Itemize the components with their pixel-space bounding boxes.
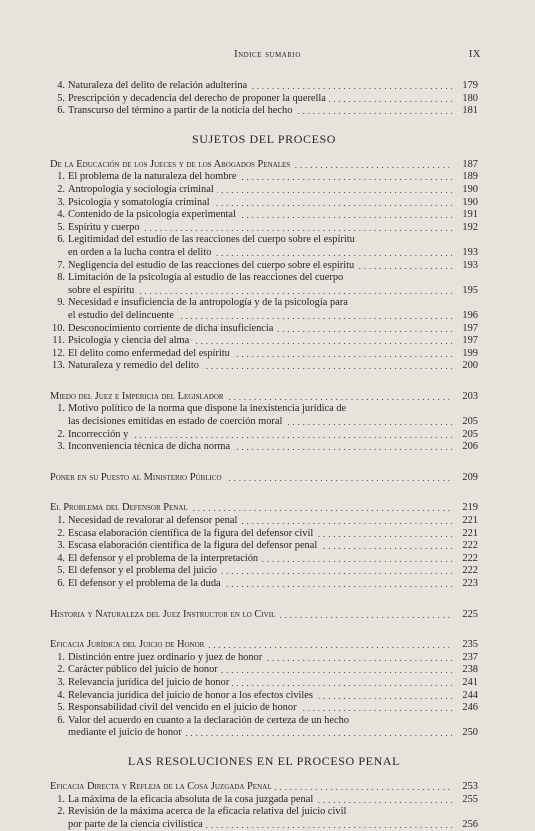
entry-text-wrap [68, 664, 452, 677]
entry-number: 1. [57, 515, 65, 527]
entry-page: 238 [462, 664, 478, 676]
toc-entry [50, 553, 478, 566]
entry-text-wrap [50, 391, 452, 404]
entry-title: Naturaleza del delito de relación adulterina [68, 80, 250, 91]
toc-entry [50, 335, 478, 348]
entry-title: Necesidad de revalorar al defensor penal [68, 515, 240, 526]
spacer [50, 621, 478, 633]
entry-text-wrap [68, 429, 452, 442]
toc-entry [50, 565, 478, 578]
entry-text-wrap [68, 105, 452, 118]
entry-title: Relevancia jurídica del juicio de honor [68, 677, 232, 688]
toc-entry [50, 515, 478, 528]
entry-text-wrap [68, 553, 452, 566]
entry-page: 221 [462, 527, 478, 539]
entry-title: Carácter público del juicio de honor [68, 664, 221, 675]
entry-title: las decisiones emitidas en estado de coerción moral [68, 416, 285, 427]
entry-number: 2. [57, 527, 65, 539]
entry-page: 189 [462, 171, 478, 183]
entry-text-wrap [68, 209, 452, 222]
entry-page: 255 [462, 793, 478, 805]
entry-text-wrap [68, 578, 452, 591]
entry-continuation [50, 285, 478, 298]
entry-page: 192 [462, 221, 478, 233]
entry-text-wrap [68, 93, 452, 106]
entry-text-wrap [68, 348, 452, 361]
entry-title: Escasa elaboración científica de la figura del defensor civil [68, 528, 316, 539]
entry-page: 179 [462, 80, 478, 91]
entry-title: Inconveniencia técnica de dicha norma [68, 441, 233, 452]
entry-number: 10. [52, 322, 65, 334]
toc-entry [50, 540, 478, 553]
entry-text-wrap [68, 416, 452, 429]
entry-title: Antropología y sociología criminal [68, 184, 217, 195]
entry-page: 222 [462, 552, 478, 564]
entry-number: 6. [57, 105, 65, 117]
entry-number: 9. [57, 297, 65, 309]
entry-number: 3. [57, 196, 65, 208]
entry-page: 244 [462, 689, 478, 701]
entry-text-wrap [68, 677, 452, 690]
toc-entry [50, 272, 478, 285]
entry-page: 205 [462, 416, 478, 428]
entry-text-wrap [68, 285, 452, 298]
entry-title: El defensor y el problema del juicio [68, 565, 220, 576]
entry-title: Legitimidad del estudio de las reacciones del cuerpo sobre el espíritu [68, 234, 358, 245]
toc-entry [50, 702, 478, 715]
toc-entry [50, 690, 478, 703]
entry-continuation [50, 727, 478, 740]
entry-title: El Problema del Defensor Penal [50, 502, 191, 513]
entry-text-wrap [68, 360, 452, 373]
section-heading [50, 472, 478, 485]
entry-number: 1. [57, 403, 65, 415]
entry-number: 8. [57, 272, 65, 284]
entry-title: Limitación de la psicología al estudio de las reacciones del cuerpo [68, 272, 346, 283]
entry-text-wrap [68, 272, 452, 285]
entry-title: el estudio del delincuente [68, 310, 177, 321]
running-header [0, 49, 535, 63]
entry-number: 3. [57, 676, 65, 688]
toc-entry [50, 297, 478, 310]
entry-page: 253 [462, 780, 478, 792]
entry-page: 203 [462, 390, 478, 402]
entry-text-wrap [68, 540, 452, 553]
entry-number: 2. [57, 183, 65, 195]
toc-entry [50, 429, 478, 442]
entry-text-wrap [50, 609, 452, 622]
entry-number: 1. [57, 651, 65, 663]
entry-page: 180 [462, 92, 478, 104]
entry-title: Distinción entre juez ordinario y juez de honor [68, 652, 265, 663]
entry-text-wrap [68, 727, 452, 740]
entry-number: 5. [57, 92, 65, 104]
entry-page: 199 [462, 347, 478, 359]
entry-title: Eficacia Jurídica del Juicio de Honor [50, 639, 207, 650]
toc-entry [50, 441, 478, 454]
entry-title: por parte de la ciencia civilística [68, 819, 206, 830]
entry-text-wrap [68, 222, 452, 235]
toc-entry [50, 806, 478, 819]
entry-number: 6. [57, 234, 65, 246]
entry-title: en orden a la lucha contra el delito [68, 247, 214, 258]
entry-page: 256 [462, 818, 478, 830]
entry-title: mediante el juicio de honor [68, 727, 185, 738]
entry-text-wrap [68, 715, 452, 728]
toc-entry [50, 677, 478, 690]
entry-page: 219 [462, 502, 478, 514]
entry-number: 13. [52, 360, 65, 372]
entry-text-wrap [68, 184, 452, 197]
entry-text-wrap [68, 297, 452, 310]
table-of-contents [50, 80, 478, 831]
entry-title: La máxima de la eficacia absoluta de la cosa juzgada penal [68, 794, 316, 805]
entry-title: Naturaleza y remedio del delito [68, 360, 202, 371]
entry-page: 241 [462, 676, 478, 688]
entry-title: sobre el espíritu [68, 285, 137, 296]
toc-entry [50, 664, 478, 677]
entry-page: 197 [462, 322, 478, 334]
entry-page: 190 [462, 196, 478, 208]
entry-page: 235 [462, 639, 478, 651]
entry-continuation [50, 310, 478, 323]
toc-entry [50, 105, 478, 118]
section-heading [50, 391, 478, 404]
entry-number: 4. [57, 689, 65, 701]
entry-number: 6. [57, 578, 65, 589]
entry-text-wrap [50, 472, 452, 485]
entry-title: Revisión de la máxima acerca de la eficacia relativa del juicio civil [68, 806, 349, 817]
entry-text-wrap [68, 80, 452, 93]
entry-page: 246 [462, 702, 478, 714]
entry-title: Psicología y somatología criminal [68, 197, 213, 208]
entry-title: El delito como enfermedad del espíritu [68, 348, 233, 359]
entry-title: Espíritu y cuerpo [68, 222, 143, 233]
entry-page: 195 [462, 284, 478, 296]
entry-text-wrap [50, 781, 452, 794]
entry-number: 7. [57, 259, 65, 271]
entry-number: 3. [57, 540, 65, 552]
entry-title: Historia y Naturaleza del Juez Instructor en lo Civil [50, 609, 278, 620]
entry-text-wrap [68, 323, 452, 336]
entry-title: El defensor y el problema de la duda [68, 578, 224, 589]
section-heading [50, 502, 478, 515]
entry-page: 206 [462, 441, 478, 453]
entry-text-wrap [68, 171, 452, 184]
entry-continuation [50, 247, 478, 260]
spacer [50, 454, 478, 466]
entry-title: Contenido de la psicología experimental [68, 209, 239, 220]
toc-entry [50, 348, 478, 361]
toc-entry [50, 323, 478, 336]
entry-number: 12. [52, 347, 65, 359]
entry-text-wrap [68, 565, 452, 578]
entry-number: 4. [57, 80, 65, 91]
toc-entry [50, 93, 478, 106]
entry-page: 193 [462, 259, 478, 271]
entry-page: 193 [462, 246, 478, 258]
entry-title: Desconocimiento corriente de dicha insuficiencia [68, 323, 276, 334]
entry-number: 2. [57, 664, 65, 676]
entry-text-wrap [68, 310, 452, 323]
toc-entry [50, 403, 478, 416]
entry-page: 181 [462, 105, 478, 117]
entry-text-wrap [68, 403, 452, 416]
entry-text-wrap [68, 702, 452, 715]
toc-entry [50, 652, 478, 665]
spacer [50, 591, 478, 603]
entry-number: 5. [57, 702, 65, 714]
entry-title: Miedo del Juez e Impericia del Legislador [50, 391, 227, 402]
header-page-number: IX [468, 49, 481, 60]
entry-number: 1. [57, 793, 65, 805]
entry-page: 196 [462, 309, 478, 321]
entry-page: 223 [462, 578, 478, 589]
section-heading [50, 159, 478, 172]
entry-title: Valor del acuerdo en cuanto a la declaración de certeza de un hecho [68, 715, 352, 726]
entry-text-wrap [68, 515, 452, 528]
entry-text-wrap [68, 690, 452, 703]
entry-page: 190 [462, 183, 478, 195]
header-title: Indice sumario [234, 49, 301, 60]
entry-text-wrap [68, 652, 452, 665]
toc-entry [50, 260, 478, 273]
entry-number: 2. [57, 806, 65, 818]
entry-title: El defensor y el problema de la interpretación [68, 553, 261, 564]
entry-title: Necesidad e insuficiencia de la antropología y de la psicología para [68, 297, 351, 308]
entry-number: 5. [57, 565, 65, 577]
toc-entry [50, 794, 478, 807]
section-heading [50, 609, 478, 622]
toc-entry [50, 234, 478, 247]
entry-page: 225 [462, 608, 478, 620]
entry-title: Relevancia jurídica del juicio de honor a los efectos civiles [68, 690, 316, 701]
entry-page: 187 [462, 158, 478, 170]
entry-page: 221 [462, 515, 478, 527]
section-heading [50, 639, 478, 652]
entry-text-wrap [68, 234, 452, 247]
entry-number: 1. [57, 171, 65, 183]
spacer [50, 484, 478, 496]
entry-text-wrap [68, 247, 452, 260]
entry-number: 3. [57, 441, 65, 453]
entry-title: Negligencia del estudio de las reacciones del cuerpo sobre el espíritu [68, 260, 357, 271]
part-title: SUJETOS DEL PROCESO [191, 131, 337, 146]
toc-entry [50, 715, 478, 728]
entry-continuation [50, 819, 478, 831]
entry-title: Escasa elaboración científica de la figura del defensor penal [68, 540, 320, 551]
entry-page: 209 [462, 471, 478, 483]
entry-number: 5. [57, 221, 65, 233]
toc-entry [50, 184, 478, 197]
entry-title: Poner en su Puesto al Ministerio Público [50, 472, 225, 483]
entry-text-wrap [68, 528, 452, 541]
entry-text-wrap [68, 197, 452, 210]
entry-text-wrap [68, 260, 452, 273]
entry-page: 205 [462, 428, 478, 440]
entry-number: 2. [57, 428, 65, 440]
section-heading [50, 781, 478, 794]
entry-number: 6. [57, 714, 65, 726]
entry-continuation [50, 416, 478, 429]
entry-text-wrap [50, 502, 452, 515]
entry-page: 250 [462, 727, 478, 739]
entry-number: 11. [52, 335, 65, 347]
entry-number: 4. [57, 209, 65, 221]
entry-text-wrap [50, 159, 452, 172]
entry-page: 197 [462, 335, 478, 347]
entry-text-wrap [68, 806, 452, 819]
entry-text-wrap [68, 335, 452, 348]
entry-title: De la Educación de los Jueces y de los Abogados Penales [50, 159, 293, 170]
spacer [50, 373, 478, 385]
entry-title: Prescripción y decadencia del derecho de proponer la querella [68, 93, 329, 104]
entry-title: Eficacia Directa y Refleja de la Cosa Juzgada Penal [50, 781, 274, 792]
entry-text-wrap [68, 819, 452, 831]
entry-text-wrap [50, 639, 452, 652]
entry-page: 191 [462, 209, 478, 221]
entry-title: Motivo político de la norma que dispone la inexistencia jurídica de [68, 403, 349, 414]
entry-text-wrap [68, 441, 452, 454]
entry-title: Incorrección y [68, 429, 131, 440]
toc-entry [50, 528, 478, 541]
entry-title: Responsabilidad civil del vencido en el juicio de honor [68, 702, 300, 713]
entry-title: El problema de la naturaleza del hombre [68, 171, 239, 182]
entry-number: 4. [57, 552, 65, 564]
entry-title: Transcurso del término a partir de la noticia del hecho [68, 105, 295, 116]
toc-entry [50, 222, 478, 235]
entry-page: 200 [462, 360, 478, 372]
toc-entry [50, 171, 478, 184]
entry-page: 222 [462, 540, 478, 552]
toc-entry [50, 578, 478, 591]
entry-text-wrap [68, 794, 452, 807]
entry-page: 237 [462, 651, 478, 663]
toc-entry [50, 360, 478, 373]
toc-entry [50, 80, 478, 93]
entry-page: 222 [462, 565, 478, 577]
toc-entry [50, 209, 478, 222]
entry-title: Psicología y ciencia del alma [68, 335, 192, 346]
part-title: LAS RESOLUCIONES EN EL PROCESO PENAL [127, 753, 401, 768]
toc-entry [50, 197, 478, 210]
